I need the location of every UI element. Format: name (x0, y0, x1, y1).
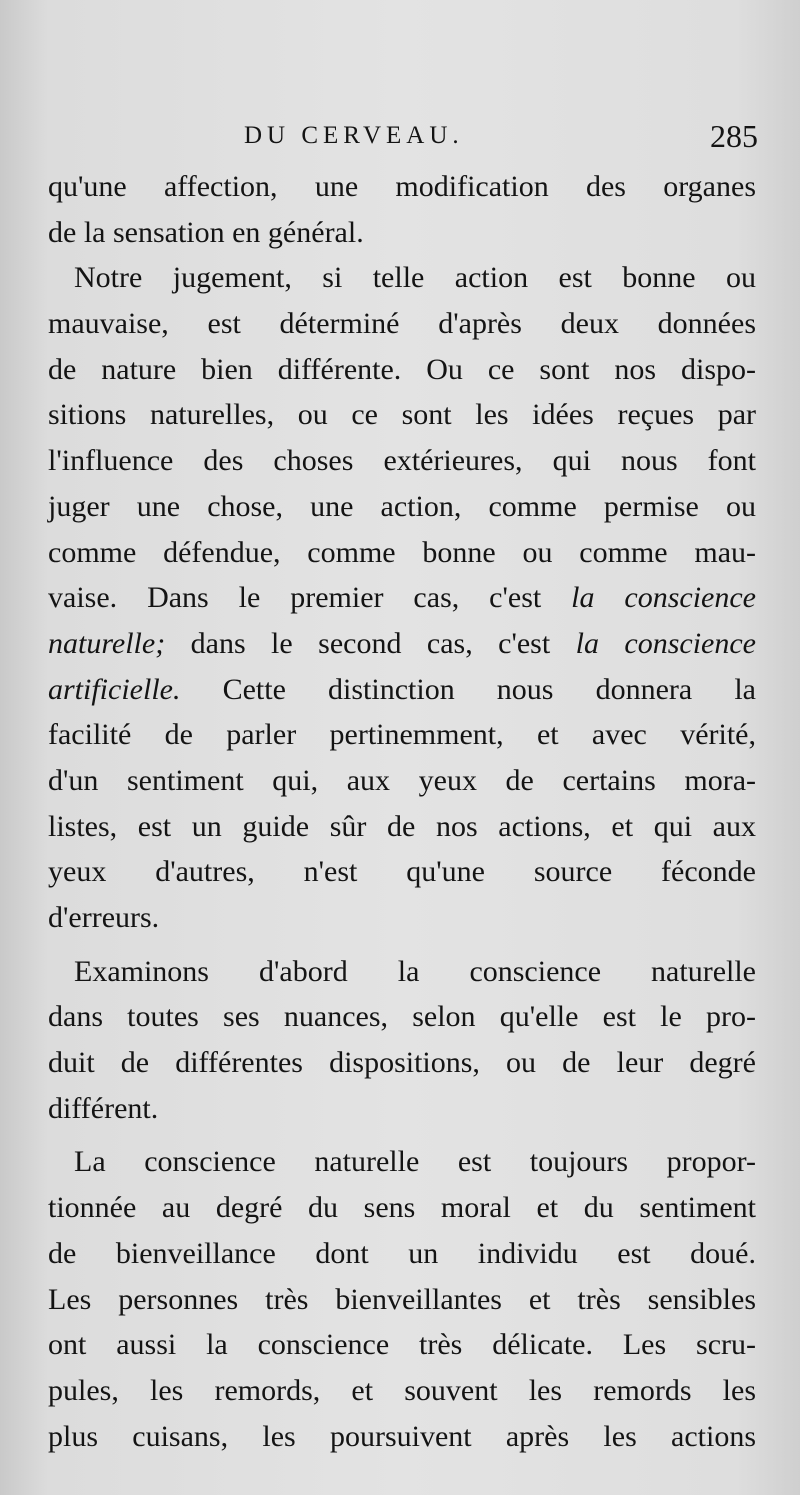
text-line: mauvaise, est déterminé d'après deux données (48, 307, 756, 341)
text-line: comme défendue, comme bonne ou comme mau- (48, 535, 756, 569)
text-line (48, 575, 756, 621)
text-line: qu'une affection, une modification des organes (48, 170, 756, 203)
text-line (48, 621, 756, 667)
text-line: d'un sentiment qui, aux yeux de certains mora- (48, 763, 756, 797)
italic-text-run: la conscience (575, 626, 756, 660)
text-line: listes, est un guide sûr de nos actions, et qui aux (48, 809, 756, 843)
paragraph-gap (48, 1131, 756, 1139)
text-line: tionnée au degré du sens moral et du sentiment (48, 1191, 756, 1225)
text-line: ont aussi la conscience très délicate. Les scru- (48, 1328, 756, 1362)
text-line: facilité de parler pertinemment, et avec vérité, (48, 718, 756, 752)
body-text (48, 164, 756, 1459)
text-line: de bienveillance dont un individu est doué. (48, 1236, 756, 1270)
text-run: dans le second cas, c'est (165, 626, 576, 660)
page-header (48, 118, 758, 158)
text-line: de la sensation en général. (48, 215, 364, 249)
text-line: yeux d'autres, n'est qu'une source féconde (48, 855, 756, 889)
text-line: La conscience naturelle est toujours propor- (74, 1145, 756, 1179)
text-line: duit de différentes dispositions, ou de leur degré (48, 1046, 756, 1080)
text-run: Cette distinction nous donnera la (180, 672, 756, 706)
text-line: juger une chose, une action, comme permise ou (48, 489, 756, 523)
text-line: d'erreurs. (48, 901, 160, 934)
paragraph-gap (48, 941, 756, 949)
text-line: l'influence des choses extérieures, qui nous font (48, 444, 756, 478)
text-line: Les personnes très bienveillantes et très sensibles (48, 1282, 756, 1316)
text-line: de nature bien différente. Ou ce sont nos dispo- (48, 352, 756, 386)
text-line: sitions naturelles, ou ce sont les idées reçues par (48, 398, 756, 432)
running-title: DU CERVEAU. (244, 122, 464, 149)
italic-text-run: artificielle. (48, 672, 181, 706)
text-line: plus cuisans, les poursuivent après les actions (48, 1419, 756, 1453)
text-line: différent. (48, 1091, 159, 1125)
text-line: pules, les remords, et souvent les remords les (48, 1373, 756, 1407)
italic-text-run: la conscience (571, 581, 756, 615)
text-line: Notre jugement, si telle action est bonne ou (74, 261, 756, 295)
text-line: Examinons d'abord la conscience naturelle (74, 954, 756, 988)
text-run: vaise. Dans le premier cas, c'est (48, 581, 572, 615)
italic-text-run: naturelle; (48, 626, 166, 660)
text-line (48, 667, 756, 713)
page-number: 285 (710, 118, 758, 154)
text-line: dans toutes ses nuances, selon qu'elle est le pro- (48, 1000, 756, 1034)
